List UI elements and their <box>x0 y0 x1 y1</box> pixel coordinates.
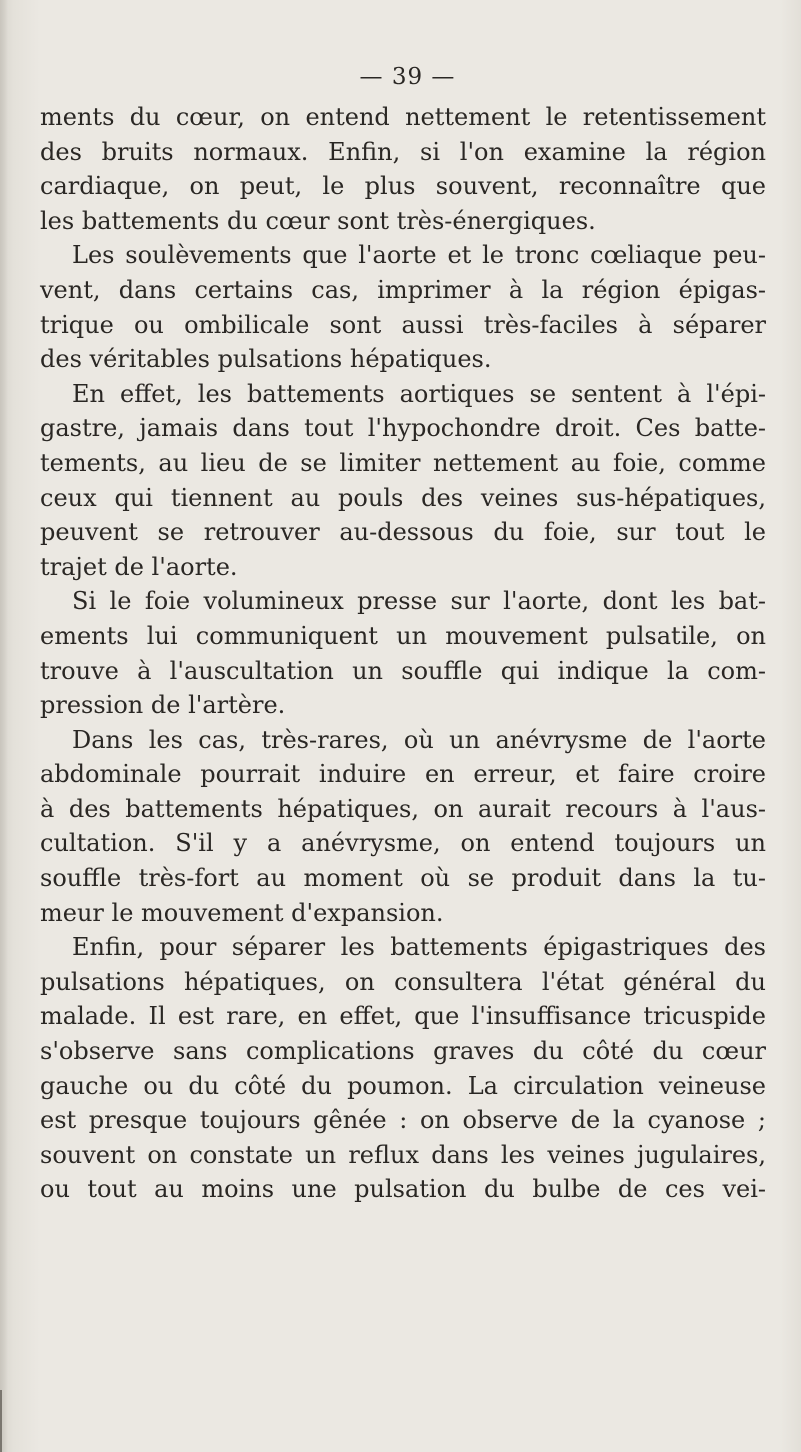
text-line-6: vent, dans certains cas, imprimer à la région épigas- <box>40 275 766 304</box>
text-line-9: En effet, les battements aortiques se sentent à l'épi- <box>72 379 766 408</box>
text-line-24: meur le mouvement d'expansion. <box>40 898 444 927</box>
text-line-17: trouve à l'auscultation un souffle qui indique la com- <box>40 656 766 685</box>
text-line-5: Les soulèvements que l'aorte et le tronc cœliaque peu- <box>72 241 766 270</box>
text-line-19: Dans les cas, très-rares, où un anévrysme de l'aorte <box>72 725 766 754</box>
text-line-12: ceux qui tiennent au pouls des veines sus-hépatiques, <box>40 483 766 512</box>
text-line-26: pulsations hépatiques, on consultera l'état général du <box>40 967 766 996</box>
text-line-25: Enfin, pour séparer les battements épigastriques des <box>72 933 766 962</box>
text-line-32: ou tout au moins une pulsation du bulbe de ces vei- <box>40 1175 766 1204</box>
text-line-20: abdominale pourrait induire en erreur, et faire croire <box>40 760 766 789</box>
text-line-28: s'observe sans complications graves du côté du cœur <box>40 1037 766 1066</box>
text-line-10: gastre, jamais dans tout l'hypochondre droit. Ces batte- <box>40 414 766 443</box>
page-gutter-shadow <box>0 0 8 1452</box>
text-line-7: trique ou ombilicale sont aussi très-faciles à séparer <box>40 310 766 339</box>
text-line-3: cardiaque, on peut, le plus souvent, reconnaître que <box>40 172 766 201</box>
text-line-22: cultation. S'il y a anévrysme, on entend toujours un <box>40 829 766 858</box>
text-line-27: malade. Il est rare, en effet, que l'insuffisance tricuspide <box>40 1002 766 1031</box>
text-line-4: les battements du cœur sont très-énergiques. <box>40 206 596 235</box>
text-line-18: pression de l'artère. <box>40 691 286 720</box>
page-number-text: — 39 — <box>359 64 456 90</box>
text-line-31: souvent on constate un reflux dans les veines jugulaires, <box>40 1140 766 1169</box>
text-line-16: ements lui communiquent un mouvement pulsatile, on <box>40 621 766 650</box>
text-line-14: trajet de l'aorte. <box>40 552 238 581</box>
text-line-21: à des battements hépatiques, on aurait recours à l'aus- <box>40 794 766 823</box>
body-text <box>40 100 766 1207</box>
text-line-2: des bruits normaux. Enfin, si l'on examine la région <box>40 137 766 166</box>
text-line-23: souffle très-fort au moment où se produit dans la tu- <box>40 864 766 893</box>
text-line-8: des véritables pulsations hépatiques. <box>40 345 492 374</box>
scan-edge-mark <box>0 1390 2 1452</box>
text-line-29: gauche ou du côté du poumon. La circulation veineuse <box>40 1071 766 1100</box>
text-line-30: est presque toujours gênée : on observe de la cyanose ; <box>40 1106 766 1135</box>
text-line-13: peuvent se retrouver au-dessous du foie, sur tout le <box>40 518 766 547</box>
text-line-1: ments du cœur, on entend nettement le retentissement <box>40 103 766 131</box>
text-line-15: Si le foie volumineux presse sur l'aorte, dont les bat- <box>72 587 766 616</box>
text-line-11: tements, au lieu de se limiter nettement au foie, comme <box>40 448 766 477</box>
page-number <box>0 64 801 90</box>
